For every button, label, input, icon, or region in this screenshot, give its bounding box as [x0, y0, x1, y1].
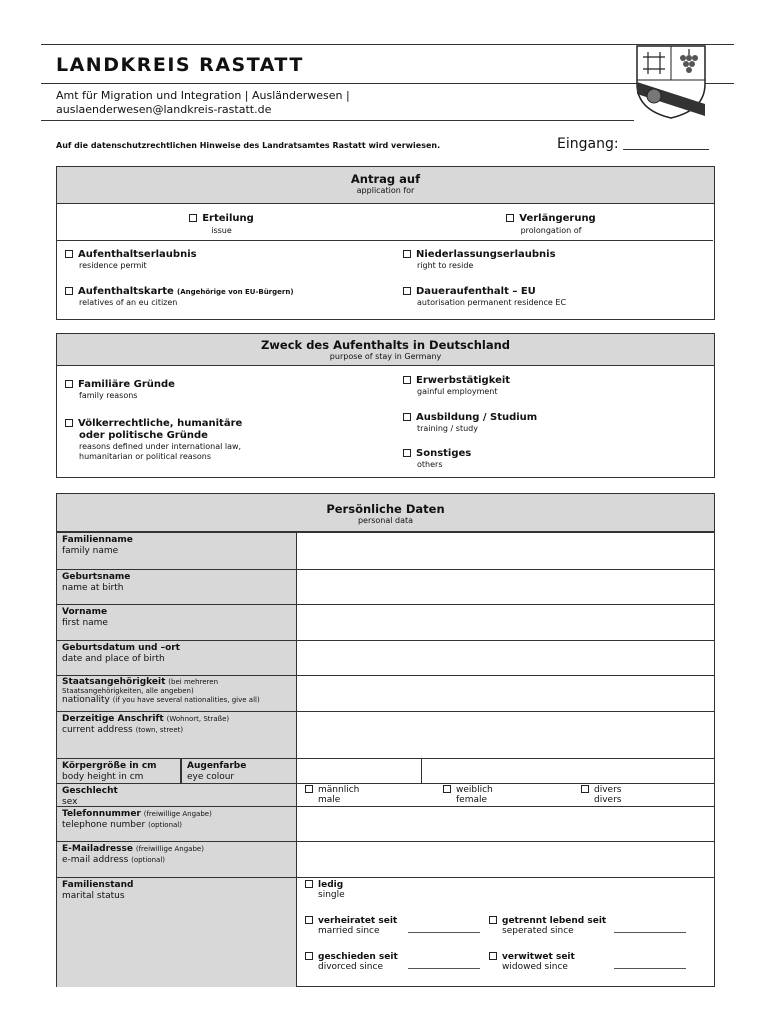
- divers-checkbox[interactable]: [581, 785, 589, 793]
- aufenthaltserlaubnis-option[interactable]: [65, 249, 197, 271]
- erwerbstaetigkeit-checkbox[interactable]: [403, 376, 411, 384]
- department-line: Amt für Migration und Integration | Ausländerwesen |: [56, 89, 350, 102]
- voelkerrechtlich-label-2: oder politische Gründe: [79, 430, 208, 441]
- geburtsname-label-cell: [57, 570, 297, 604]
- geburtsdatum-label-cell: [57, 641, 297, 675]
- erteilung-checkbox[interactable]: [189, 214, 197, 222]
- familiaere-gruende-checkbox[interactable]: [65, 380, 73, 388]
- familienname-en: family name: [62, 545, 119, 556]
- niederlassungserlaubnis-checkbox[interactable]: [403, 250, 411, 258]
- verheiratet-date-field[interactable]: [408, 932, 480, 933]
- antrag-title: Antrag auf: [350, 172, 421, 186]
- telefon-row[interactable]: [57, 806, 714, 841]
- geschlecht-label: Geschlecht: [62, 786, 118, 796]
- familienstand-en: marital status: [62, 890, 125, 901]
- erwerbstaetigkeit-en: gainful employment: [417, 387, 498, 396]
- weiblich-label: weiblich: [456, 785, 493, 795]
- page-title: LANDKREIS RASTATT: [56, 54, 304, 76]
- verlaengerung-en: prolongation of: [520, 226, 582, 235]
- augen-label: Augenfarbe: [187, 761, 247, 771]
- familienstand-row: [57, 877, 714, 987]
- sonstiges-label: Sonstiges: [416, 448, 472, 459]
- ausbildung-en: training / study: [417, 424, 478, 433]
- geschlecht-label-cell: [57, 784, 297, 806]
- staatsangehoerigkeit-note1: (bei mehreren: [168, 678, 219, 686]
- voelkerrechtlich-checkbox[interactable]: [65, 419, 73, 427]
- voelkerrechtlich-en-1: reasons defined under international law,: [79, 442, 242, 451]
- zweck-subtitle: purpose of stay in Germany: [329, 352, 442, 361]
- divers-option[interactable]: [581, 785, 621, 805]
- sonstiges-option[interactable]: [403, 448, 471, 470]
- personal-subtitle: personal data: [357, 516, 414, 525]
- familienname-label: Familienname: [62, 535, 133, 545]
- familienname-label-cell: [57, 533, 297, 569]
- geschieden-checkbox[interactable]: [305, 952, 313, 960]
- geburtsname-en: name at birth: [62, 582, 124, 593]
- familiaere-gruende-label: Familiäre Gründe: [78, 379, 175, 390]
- eingang-field[interactable]: [623, 149, 709, 150]
- header-top-rule: [41, 44, 734, 45]
- sonstiges-en: others: [417, 460, 443, 469]
- ausbildung-label: Ausbildung / Studium: [416, 412, 538, 423]
- verwitwet-checkbox[interactable]: [489, 952, 497, 960]
- geburtsdatum-en: date and place of birth: [62, 653, 165, 664]
- daueraufenthalt-label: Daueraufenthalt – EU: [416, 286, 536, 297]
- telefon-label: Telefonnummer: [62, 809, 141, 819]
- verlaengerung-checkbox[interactable]: [506, 214, 514, 222]
- antrag-header: [57, 167, 714, 204]
- email-note: (freiwillige Angabe): [135, 845, 204, 853]
- anschrift-en-note: (town, street): [135, 725, 184, 734]
- email-row[interactable]: [57, 841, 714, 877]
- erteilung-label: Erteilung: [202, 213, 254, 224]
- eingang-label: Eingang:: [557, 136, 619, 152]
- telefon-en-note: (optional): [148, 820, 182, 829]
- department-email: auslaenderwesen@landkreis-rastatt.de: [56, 103, 272, 116]
- personal-section: [56, 493, 715, 987]
- groesse-label-cell: [57, 759, 181, 783]
- zweck-title: Zweck des Aufenthalts in Deutschland: [260, 338, 511, 352]
- familienstand-label-cell: [57, 878, 297, 987]
- verheiratet-en: married since: [318, 926, 380, 936]
- aufenthaltserlaubnis-label: Aufenthaltserlaubnis: [78, 249, 197, 260]
- verlaengerung-label: Verlängerung: [519, 213, 596, 224]
- augen-en: eye colour: [187, 771, 235, 782]
- familienname-row[interactable]: [57, 532, 714, 569]
- augen-label-cell: [181, 759, 297, 783]
- geschlecht-en: sex: [62, 796, 78, 807]
- erwerbstaetigkeit-option[interactable]: [403, 375, 510, 397]
- anschrift-note: (Wohnort, Straße): [166, 715, 230, 723]
- weiblich-checkbox[interactable]: [443, 785, 451, 793]
- staatsangehoerigkeit-label: Staatsangehörigkeit: [62, 677, 166, 687]
- aufenthaltserlaubnis-checkbox[interactable]: [65, 250, 73, 258]
- getrennt-option[interactable]: [489, 916, 686, 936]
- antrag-divider: [57, 240, 713, 241]
- geburtsdatum-row[interactable]: [57, 640, 714, 675]
- getrennt-label: getrennt lebend seit: [502, 916, 607, 926]
- erwerbstaetigkeit-label: Erwerbstätigkeit: [416, 375, 511, 386]
- zweck-section: [56, 333, 715, 478]
- sonstiges-checkbox[interactable]: [403, 449, 411, 457]
- voelkerrechtlich-option[interactable]: [65, 418, 242, 462]
- email-en: e-mail address: [62, 854, 129, 865]
- staatsangehoerigkeit-note2: Staatsangehörigkeiten, alle angeben): [62, 687, 194, 695]
- ledig-checkbox[interactable]: [305, 880, 313, 888]
- koerper-divider: [421, 759, 422, 783]
- vorname-label: Vorname: [62, 607, 108, 617]
- header-bottom-rule: [41, 120, 634, 121]
- staatsangehoerigkeit-row[interactable]: [57, 675, 714, 711]
- aufenthaltskarte-en: relatives of an eu citizen: [79, 298, 178, 307]
- erteilung-en: issue: [211, 226, 232, 235]
- privacy-notice: Auf die datenschutzrechtlichen Hinweise des Landratsamtes Rastatt wird verwiesen.: [56, 141, 441, 150]
- maennlich-checkbox[interactable]: [305, 785, 313, 793]
- geschlecht-row[interactable]: [57, 783, 714, 806]
- daueraufenthalt-en: autorisation permanent residence EC: [417, 298, 567, 307]
- geschieden-label: geschieden seit: [318, 952, 398, 962]
- koerper-row[interactable]: [57, 758, 714, 783]
- maennlich-option[interactable]: [305, 785, 359, 805]
- staatsangehoerigkeit-label-cell: [57, 676, 297, 711]
- geschieden-option[interactable]: [305, 952, 480, 972]
- daueraufenthalt-option[interactable]: [403, 286, 566, 308]
- anschrift-en: current address: [62, 724, 133, 735]
- anschrift-label-cell: [57, 712, 297, 758]
- staatsangehoerigkeit-en: nationality: [62, 695, 110, 705]
- vorname-row[interactable]: [57, 604, 714, 640]
- staatsangehoerigkeit-en-note: (if you have several nationalities, give all): [112, 696, 260, 704]
- geburtsname-row[interactable]: [57, 569, 714, 604]
- getrennt-checkbox[interactable]: [489, 916, 497, 924]
- verwitwet-date-field[interactable]: [614, 968, 686, 969]
- verwitwet-option[interactable]: [489, 952, 686, 972]
- verheiratet-checkbox[interactable]: [305, 916, 313, 924]
- aufenthaltskarte-checkbox[interactable]: [65, 287, 73, 295]
- niederlassungserlaubnis-label: Niederlassungserlaubnis: [416, 249, 556, 260]
- verheiratet-option[interactable]: [305, 916, 480, 936]
- antrag-subtitle: application for: [356, 186, 415, 195]
- familiaere-gruende-en: family reasons: [79, 391, 138, 400]
- coat-of-arms-icon: [634, 44, 708, 120]
- telefon-label-cell: [57, 807, 297, 841]
- vorname-en: first name: [62, 617, 108, 628]
- geburtsdatum-label: Geburtsdatum und –ort: [62, 643, 180, 653]
- familiaere-gruende-option[interactable]: [65, 379, 175, 401]
- weiblich-option[interactable]: [443, 785, 493, 805]
- geschieden-en: divorced since: [318, 962, 383, 972]
- header-mid-rule: [41, 83, 734, 84]
- email-label-cell: [57, 842, 297, 877]
- geburtsname-label: Geburtsname: [62, 572, 131, 582]
- ledig-en: single: [318, 890, 345, 900]
- familienstand-label: Familienstand: [62, 880, 134, 890]
- niederlassungserlaubnis-en: right to reside: [417, 261, 474, 270]
- ledig-label: ledig: [318, 880, 344, 890]
- maennlich-en: male: [318, 795, 341, 805]
- ausbildung-option[interactable]: [403, 412, 537, 434]
- personal-title: Persönliche Daten: [326, 502, 445, 516]
- aufenthaltskarte-label: Aufenthaltskarte: [78, 286, 174, 297]
- divers-en: divers: [594, 795, 622, 805]
- voelkerrechtlich-label: Völkerrechtliche, humanitäre: [78, 418, 243, 429]
- getrennt-en: seperated since: [502, 926, 574, 936]
- anschrift-row[interactable]: [57, 711, 714, 758]
- daueraufenthalt-checkbox[interactable]: [403, 287, 411, 295]
- verheiratet-label: verheiratet seit: [318, 916, 398, 926]
- email-en-note: (optional): [131, 855, 166, 864]
- zweck-header: [57, 334, 714, 366]
- ledig-option[interactable]: [305, 880, 345, 900]
- personal-header: [57, 494, 714, 532]
- verwitwet-label: verwitwet seit: [502, 952, 575, 962]
- vorname-label-cell: [57, 605, 297, 640]
- groesse-label: Körpergröße in cm: [62, 761, 157, 771]
- aufenthaltskarte-note: (Angehörige von EU-Bürgern): [177, 288, 294, 296]
- groesse-en: body height in cm: [62, 771, 144, 782]
- telefon-en: telephone number: [62, 819, 146, 830]
- niederlassungserlaubnis-option[interactable]: [403, 249, 556, 271]
- voelkerrechtlich-en-2: humanitarian or political reasons: [79, 452, 212, 461]
- email-label: E-Mailadresse: [62, 844, 133, 854]
- verlaengerung-option[interactable]: [386, 213, 716, 237]
- verwitwet-en: widowed since: [502, 962, 568, 972]
- erteilung-option[interactable]: [57, 213, 386, 237]
- anschrift-label: Derzeitige Anschrift: [62, 714, 164, 724]
- getrennt-date-field[interactable]: [614, 932, 686, 933]
- divers-label: divers: [594, 785, 622, 795]
- weiblich-en: female: [456, 795, 488, 805]
- maennlich-label: männlich: [318, 785, 360, 795]
- geschieden-date-field[interactable]: [408, 968, 480, 969]
- telefon-note: (freiwillige Angabe): [143, 810, 212, 818]
- aufenthaltskarte-option[interactable]: [65, 286, 294, 308]
- aufenthaltserlaubnis-en: residence permit: [79, 261, 147, 270]
- antrag-section: [56, 166, 715, 320]
- ausbildung-checkbox[interactable]: [403, 413, 411, 421]
